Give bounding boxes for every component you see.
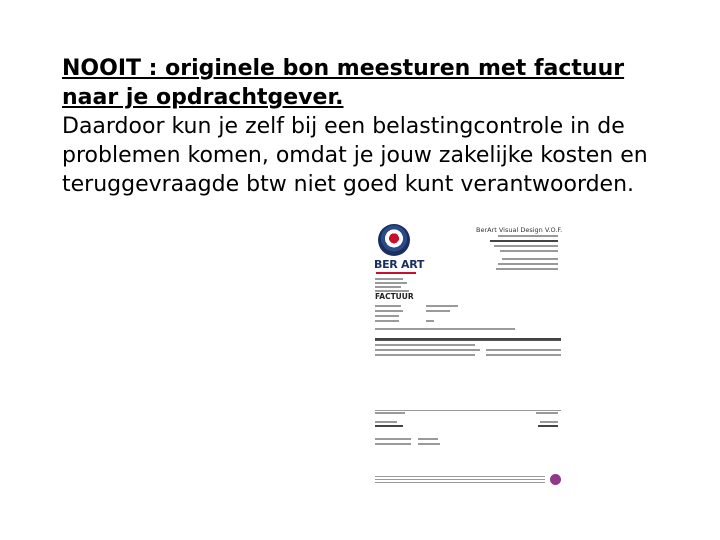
invoice-totals-line bbox=[375, 425, 403, 427]
invoice-table-row bbox=[486, 354, 561, 356]
slide-text-block bbox=[62, 54, 702, 199]
invoice-totals-line bbox=[540, 421, 558, 423]
invoice-meta-line bbox=[375, 310, 403, 312]
invoice-totals-line bbox=[538, 425, 558, 427]
invoice-recipient-line bbox=[375, 286, 401, 288]
invoice-table-row bbox=[375, 344, 475, 346]
logo-underline bbox=[376, 272, 416, 274]
invoice-badge-icon bbox=[550, 474, 561, 485]
invoice-meta-line bbox=[375, 320, 399, 322]
invoice-footer-line bbox=[375, 479, 545, 480]
invoice-totals-rule bbox=[375, 410, 561, 411]
invoice-meta-line bbox=[375, 305, 401, 307]
invoice-address-line bbox=[496, 268, 558, 270]
invoice-payment-line bbox=[375, 443, 411, 445]
invoice-address-line bbox=[494, 245, 558, 247]
invoice-recipient-line bbox=[375, 282, 407, 284]
invoice-table-rule bbox=[375, 340, 561, 341]
invoice-address-line bbox=[490, 240, 558, 242]
headline-line-1: NOOIT : originele bon meesturen met factuur bbox=[62, 56, 625, 81]
body-line-1: Daardoor kun je zelf bij een belastingcontrole in de bbox=[62, 114, 625, 139]
invoice-footer-line bbox=[375, 476, 545, 477]
invoice-company-name: BerArt Visual Design V.O.F. bbox=[476, 226, 563, 234]
invoice-meta-line bbox=[426, 310, 450, 312]
invoice-address-line bbox=[498, 263, 558, 265]
berart-logo bbox=[374, 222, 425, 282]
invoice-image bbox=[368, 218, 566, 490]
body-line-2: problemen komen, omdat je jouw zakelijke kosten en bbox=[62, 143, 648, 168]
invoice-meta-line bbox=[375, 328, 515, 330]
invoice-table-row bbox=[375, 349, 480, 351]
invoice-payment-line bbox=[418, 443, 440, 445]
logo-text: BER ART bbox=[374, 258, 425, 271]
body-line-3: teruggevraagde btw niet goed kunt verantwoorden. bbox=[62, 172, 635, 197]
invoice-payment-line bbox=[418, 438, 438, 440]
invoice-meta-line bbox=[426, 305, 458, 307]
invoice-payment-line bbox=[375, 438, 411, 440]
invoice-totals-line bbox=[536, 412, 558, 414]
invoice-meta-line bbox=[375, 315, 399, 317]
invoice-address-line bbox=[502, 258, 558, 260]
invoice-totals-line bbox=[375, 421, 397, 423]
logo-circle-icon bbox=[378, 224, 410, 256]
invoice-title: FACTUUR bbox=[375, 292, 414, 301]
invoice-meta-line bbox=[426, 320, 434, 322]
invoice-address-line bbox=[498, 235, 558, 237]
invoice-recipient-line bbox=[375, 278, 403, 280]
headline-line-2: naar je opdrachtgever. bbox=[62, 85, 344, 110]
invoice-totals-line bbox=[375, 412, 405, 414]
invoice-table-row bbox=[375, 354, 475, 356]
invoice-address-line bbox=[500, 250, 558, 252]
invoice-footer-line bbox=[375, 482, 545, 483]
invoice-table-row bbox=[486, 349, 561, 351]
